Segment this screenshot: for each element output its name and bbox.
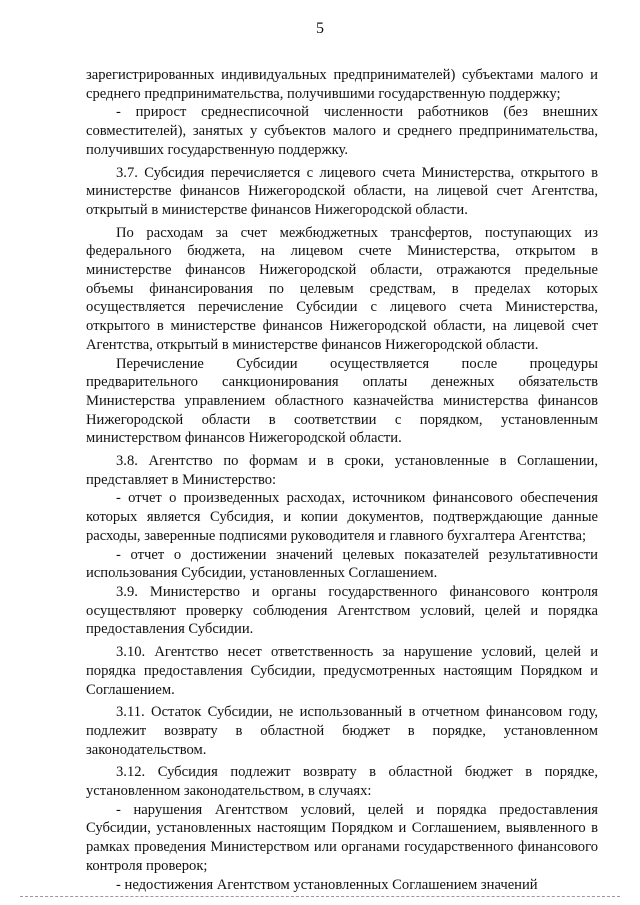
paragraph-list-item: - отчет о произведенных расходах, источником финансового обеспечения которых является Субсидия, и копии документов, подтверждающие данные расходы, заверенные подписями руководителя и главного бухгалтера Агентства; bbox=[86, 490, 598, 544]
paragraph-3-7: 3.7. Субсидия перечисляется с лицевого счета Министерства, открытого в министерстве финансов Нижегородской области, на лицевой счет Агентства, открытый в министерстве финансов Нижегородской области. bbox=[86, 164, 598, 218]
paragraph-continuation: зарегистрированных индивидуальных предпринимателей) субъектами малого и среднего предпринимательства, получившими государственную поддержку; bbox=[86, 67, 598, 102]
paragraph-list-item: - недостижения Агентством установленных Соглашением значений bbox=[116, 876, 538, 893]
paragraph-list-item: - отчет о достижении значений целевых показателей результативности использования Субсидии, установленных Соглашением. bbox=[86, 546, 598, 582]
paragraph-3-11: 3.11. Остаток Субсидии, не использованный в отчетном финансовом году, подлежит возврату в областной бюджет в порядке, установленном законодательством. bbox=[86, 704, 598, 758]
bottom-scan-edge bbox=[20, 896, 620, 897]
paragraph-3-12: 3.12. Субсидия подлежит возврату в областной бюджет в порядке, установленном законодательством, в случаях: bbox=[86, 764, 598, 800]
paragraph-list-item: - прирост среднесписочной численности работников (без внешних совместителей), занятых у субъектов малого и среднего предпринимательства, получивших государственную поддержку. bbox=[86, 104, 598, 158]
paragraph-3-10: 3.10. Агентство несет ответственность за нарушение условий, целей и порядка предоставления Субсидии, предусмотренных настоящим Порядком и Соглашением. bbox=[86, 644, 598, 698]
paragraph-transfers: По расходам за счет межбюджетных трансфертов, поступающих из федерального бюджета, на лицевом счете Министерства, открытом в министерстве финансов Нижегородской области, отражаются предельные объемы финансирования по целевым средствам, в пределах которых осуществляется перечисление Субсидии с лицевого счета Министерства, открытого в министерстве финансов Нижегородской области, на лицевой счет Агентства, открытый в министерстве финансов Нижегородской области. bbox=[86, 224, 598, 353]
paragraph-transfer-procedure: Перечисление Субсидии осуществляется после процедуры предварительного санкционирования оплаты денежных обязательств Министерства управлением областного казначейства министерства финансов Нижегородской области в соответствии с порядком, установленным министерством финансов Нижегородской области. bbox=[86, 355, 598, 447]
paragraph-list-item: - нарушения Агентством условий, целей и порядка предоставления Субсидии, установленных настоящим Порядком и Соглашением, выявленного в рамках проведения Министерством или органами государственного финансового контроля проверок; bbox=[86, 801, 598, 874]
paragraph-3-8: 3.8. Агентство по формам и в сроки, установленные в Соглашении, представляет в Министерство: bbox=[86, 453, 598, 488]
page-number: 5 bbox=[316, 20, 324, 37]
paragraph-3-9: 3.9. Министерство и органы государственного финансового контроля осуществляют проверку соблюдения Агентством условий, целей и порядка предоставления Субсидии. bbox=[86, 583, 598, 638]
document-body bbox=[86, 66, 598, 894]
